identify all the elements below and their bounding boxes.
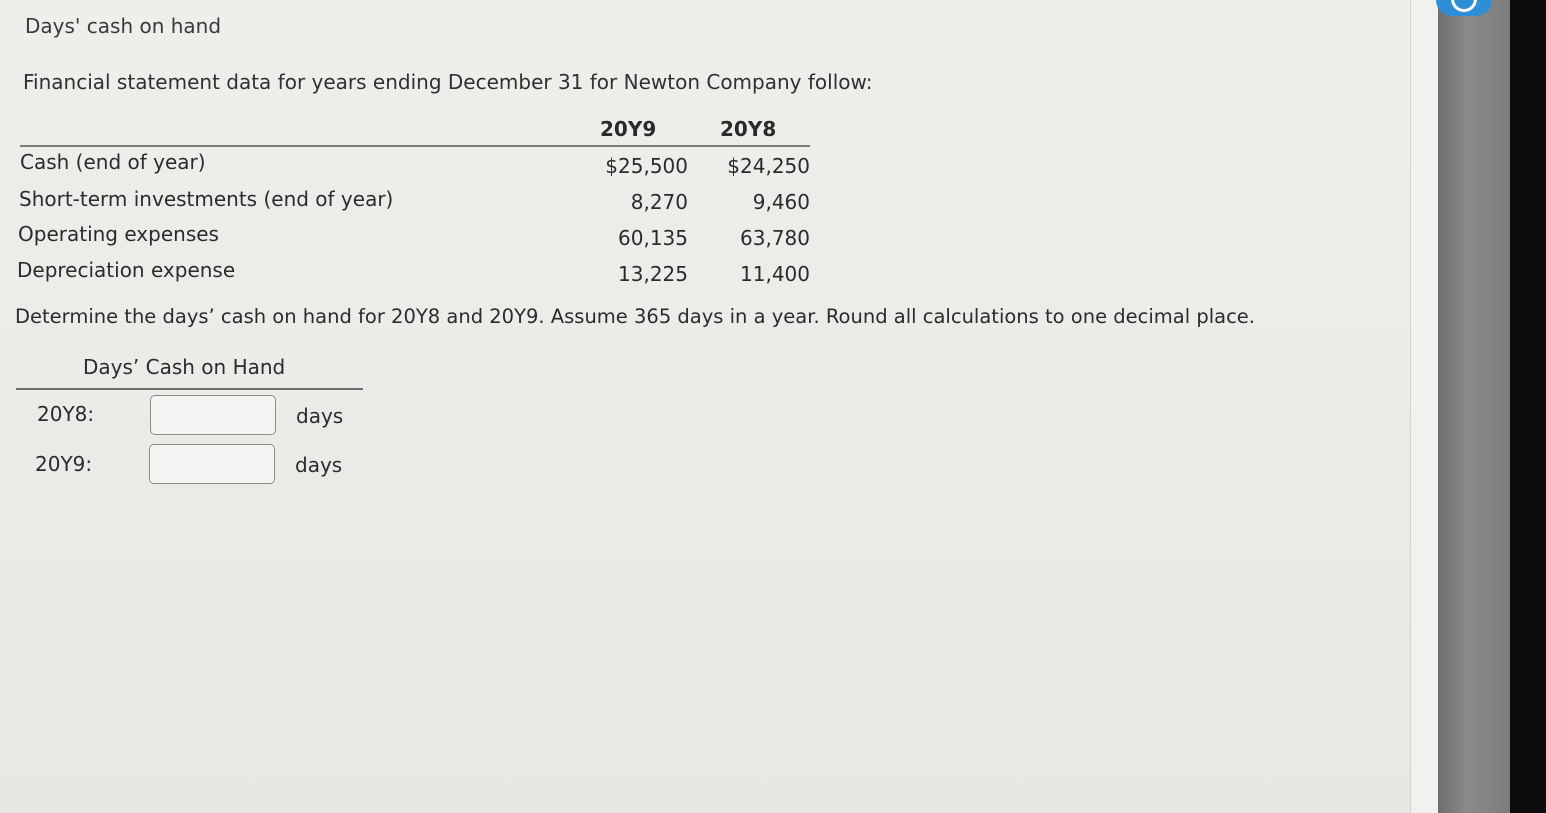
cell-operating-20y9: 60,135 (618, 226, 688, 250)
side-panel-rail (1438, 0, 1510, 813)
days-20y9-input[interactable] (149, 444, 275, 484)
cell-cash-20y8: $24,250 (727, 154, 810, 178)
days-20y8-input[interactable] (150, 395, 276, 435)
cell-operating-20y8: 63,780 (740, 226, 810, 250)
table-divider (20, 145, 810, 147)
cell-depreciation-20y9: 13,225 (618, 262, 688, 286)
cell-investments-20y8: 9,460 (752, 190, 810, 214)
cell-investments-20y9: 8,270 (630, 190, 688, 214)
answer-label-20y8: 20Y8: (37, 402, 95, 426)
column-header-20y8: 20Y8 (720, 117, 777, 141)
cell-depreciation-20y8: 11,400 (740, 262, 810, 286)
page-title: Days' cash on hand (25, 14, 222, 38)
row-label-operating-expenses: Operating expenses (18, 222, 219, 246)
answer-heading: Days’ Cash on Hand (83, 355, 286, 379)
cell-cash-20y9: $25,500 (605, 154, 688, 178)
instruction-text: Determine the days’ cash on hand for 20Y8 and 20Y9. Assume 365 days in a year. Round all calculations to one decimal place. (15, 305, 1256, 328)
refresh-icon[interactable] (1436, 0, 1492, 16)
scrollbar-track[interactable] (1410, 0, 1439, 813)
answer-unit-20y8: days (296, 404, 344, 428)
row-label-depreciation-expense: Depreciation expense (17, 258, 236, 282)
intro-text: Financial statement data for years ending December 31 for Newton Company follow: (23, 70, 873, 94)
column-header-20y9: 20Y9 (600, 117, 657, 141)
answer-divider (16, 388, 363, 390)
screen-bezel (1510, 0, 1546, 813)
row-label-short-term-investments: Short-term investments (end of year) (19, 187, 394, 211)
refresh-icon-ring (1451, 0, 1477, 12)
answer-label-20y9: 20Y9: (35, 452, 93, 476)
row-label-cash: Cash (end of year) (20, 150, 206, 174)
answer-unit-20y9: days (295, 453, 343, 477)
